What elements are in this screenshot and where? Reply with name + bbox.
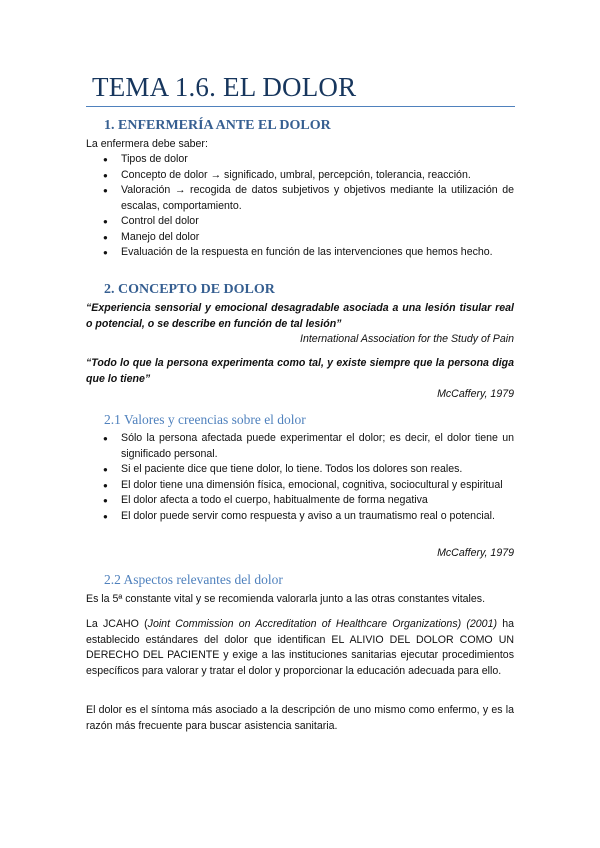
paragraph-sintoma: El dolor es el síntoma más asociado a la descripción de uno mismo como enfermo, y es la razón más frecuente para buscar asistencia sanitaria. <box>86 704 514 732</box>
jcaho-prefix: La JCAHO ( <box>86 618 148 630</box>
citation-mccaffery: McCaffery, 1979 <box>437 388 514 400</box>
title-underline <box>86 106 515 107</box>
quote-iasp: “Experiencia sensorial y emocional desagradable asociada a una lesión tisular real o potencial, o se describe en función de tal lesión” <box>86 302 514 330</box>
list-item: ● Manejo del dolor <box>86 230 514 246</box>
section-2-heading: 2. CONCEPTO DE DOLOR <box>104 282 275 297</box>
quote-mccaffery: “Todo lo que la persona experimenta como tal, y existe siempre que la persona diga que lo tiene” <box>86 357 514 385</box>
section-1-list <box>86 152 514 261</box>
list-item: ● El dolor tiene una dimensión física, emocional, cognitiva, sociocultural y espiritual <box>86 478 514 494</box>
list-item: ● Tipos de dolor <box>86 152 514 168</box>
paragraph-constante-vital: Es la 5ª constante vital y se recomienda valorarla junto a las otras constantes vitales. <box>86 593 486 605</box>
page-title: TEMA 1.6. EL DOLOR <box>92 72 357 102</box>
list-item: ● Si el paciente dice que tiene dolor, lo tiene. Todos los dolores son reales. <box>86 462 514 478</box>
citation-mccaffery-2: McCaffery, 1979 <box>437 547 514 559</box>
list-item: ● El dolor puede servir como respuesta y aviso a un traumatismo real o potencial. <box>86 509 514 525</box>
jcaho-body: ha establecido estándares del dolor que identifican EL ALIVIO DEL DOLOR COMO UN DERECHO DEL PACIENTE y exige a las instituciones sanitarias ejecutar procedimientos específicos para valorar y tratar el dolor y proporcionar la educación adecuada para ello. <box>86 618 514 677</box>
list-item: ● El dolor afecta a todo el cuerpo, habitualmente de forma negativa <box>86 493 514 509</box>
section-2-1-list <box>86 431 514 524</box>
jcaho-org-name: Joint Commission on Accreditation of Healthcare Organizations) (2001) <box>147 618 497 630</box>
list-item: ● Valoración → recogida de datos subjetivos y objetivos mediante la utilización de escalas, comportamiento. <box>86 183 514 214</box>
section-1-intro: La enfermera debe saber: <box>86 138 208 150</box>
list-item: ● Control del dolor <box>86 214 514 230</box>
list-item: ● Sólo la persona afectada puede experimentar el dolor; es decir, el dolor tiene un significado personal. <box>86 431 514 462</box>
list-item: ● Concepto de dolor → significado, umbral, percepción, tolerancia, reacción. <box>86 168 514 184</box>
paragraph-jcaho <box>86 617 514 679</box>
list-item: ● Evaluación de la respuesta en función de las intervenciones que hemos hecho. <box>86 245 514 261</box>
section-2-1-heading: 2.1 Valores y creencias sobre el dolor <box>104 412 306 427</box>
section-2-2-heading: 2.2 Aspectos relevantes del dolor <box>104 572 283 587</box>
citation-iasp: International Association for the Study of Pain <box>300 333 514 345</box>
section-1-heading: 1. ENFERMERÍA ANTE EL DOLOR <box>104 118 331 133</box>
